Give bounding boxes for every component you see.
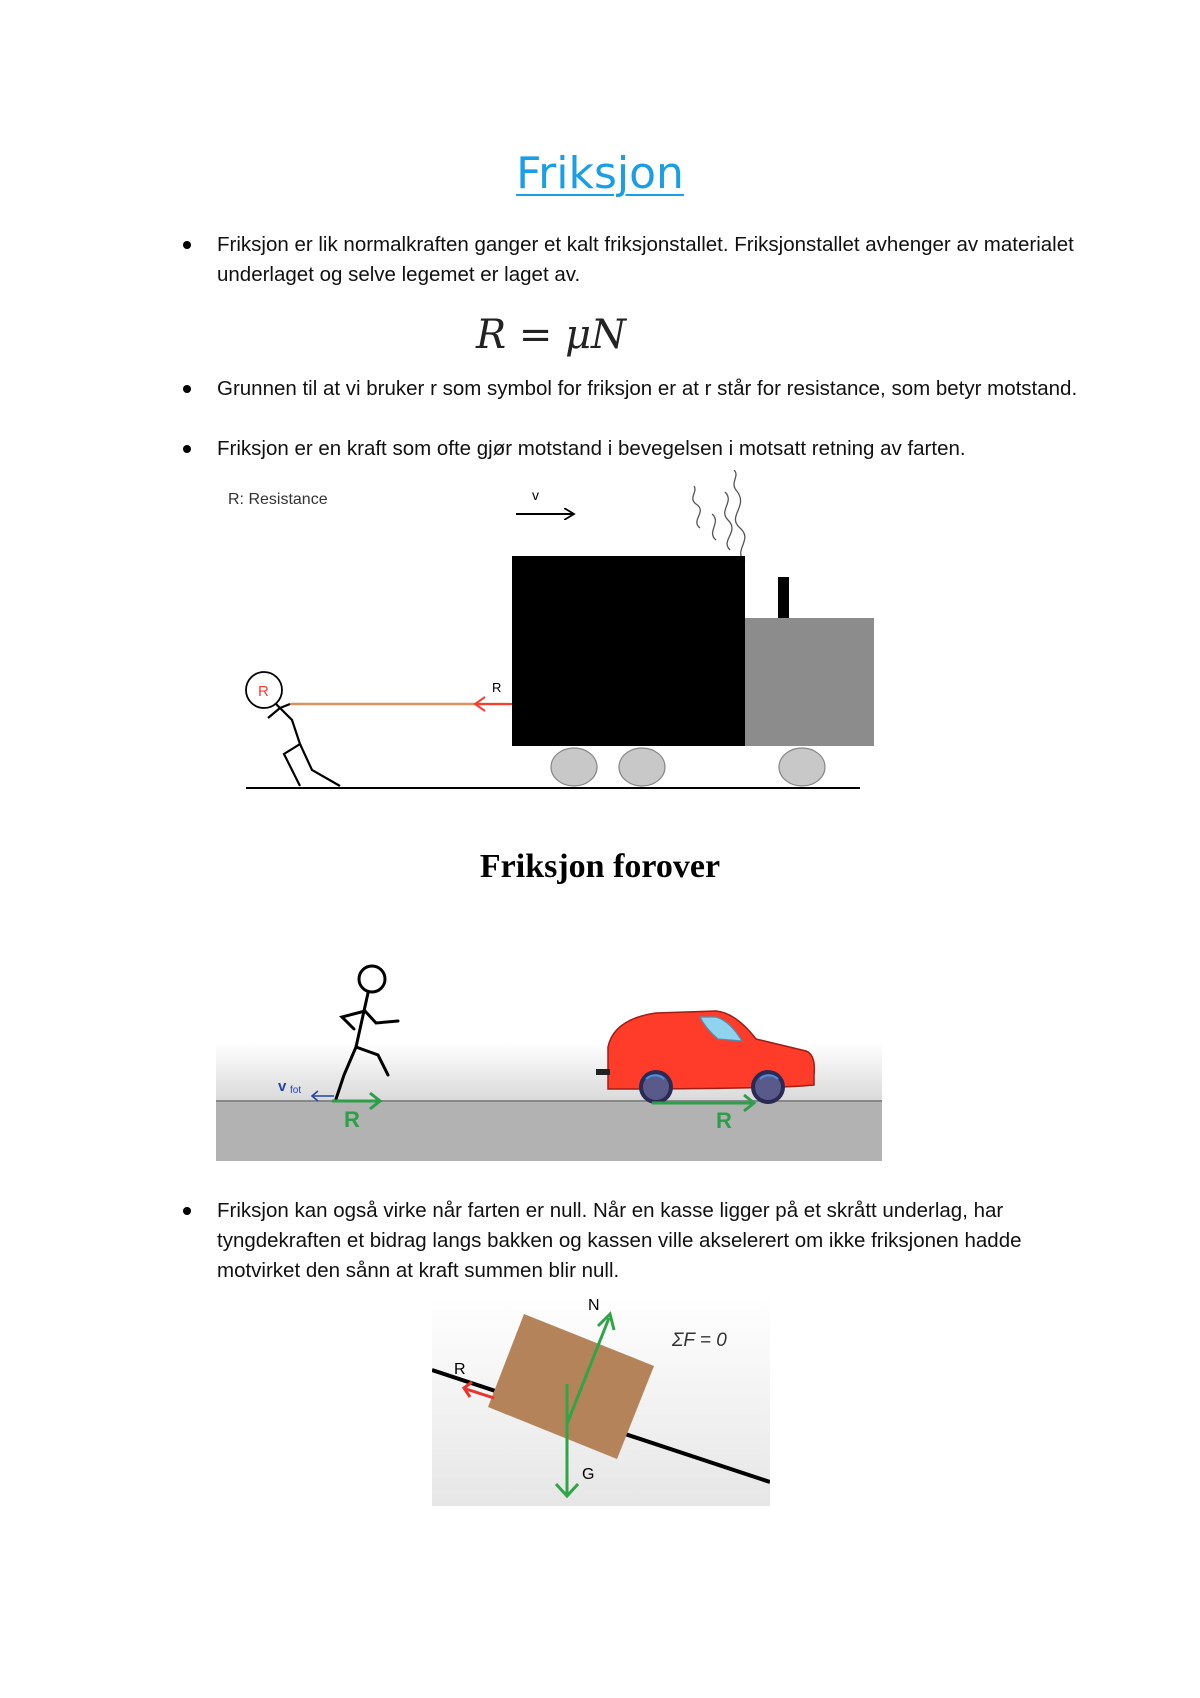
figure-incline — [432, 1296, 770, 1506]
equilibrium-equation: ΣF = 0 — [672, 1330, 727, 1351]
train-wheel — [619, 748, 665, 786]
figure-friction-forward — [216, 955, 882, 1165]
train-chimney — [778, 577, 789, 619]
bullet-item: Friksjon er lik normalkraften ganger et kalt friksjonstallet. Friksjonstallet avhenger av materialet underlaget og selve legemet er laget av. — [217, 230, 1087, 290]
legend-text: R: Resistance — [228, 491, 328, 508]
smoke-icon — [693, 470, 745, 562]
incline-svg — [432, 1296, 770, 1506]
figure-train-resistance — [220, 470, 900, 800]
velocity-label: v — [532, 487, 539, 503]
bullet-item: Friksjon kan også virke når farten er null. Når en kasse ligger på et skrått underlag, har tyngdekraften et bidrag langs bakken og kassen ville akselerert om ikke friksjonen hadde motvirket den sånn at kraft summen blir null. — [217, 1196, 1087, 1286]
vfot-label: v — [278, 1078, 287, 1095]
formula: R = μN — [476, 312, 627, 358]
bullet-item: Friksjon er en kraft som ofte gjør motstand i bevegelsen i motsatt retning av farten. — [217, 434, 1087, 464]
bullet-item: Grunnen til at vi bruker r som symbol for friksjon er at r står for resistance, som betyr motstand. — [217, 374, 1087, 404]
car-friction-label: R — [716, 1108, 732, 1133]
rope-label: R — [492, 680, 502, 695]
vfot-subscript: fot — [290, 1085, 302, 1096]
friction-label: R — [454, 1361, 466, 1378]
person-label: R — [258, 683, 269, 700]
gravity-label: G — [582, 1466, 595, 1483]
runner-friction-label: R — [344, 1107, 360, 1132]
normal-force-label: N — [588, 1297, 600, 1314]
train-wheel — [551, 748, 597, 786]
train-wagon — [512, 556, 745, 746]
friction-forward-svg — [216, 955, 882, 1165]
road — [216, 1101, 882, 1161]
page-title: Friksjon — [516, 148, 684, 199]
section-heading: Friksjon forover — [479, 848, 721, 885]
train-wheel — [779, 748, 825, 786]
train-engine — [743, 618, 874, 746]
resistance-arrow — [475, 697, 512, 711]
train-figure-svg — [220, 470, 900, 800]
